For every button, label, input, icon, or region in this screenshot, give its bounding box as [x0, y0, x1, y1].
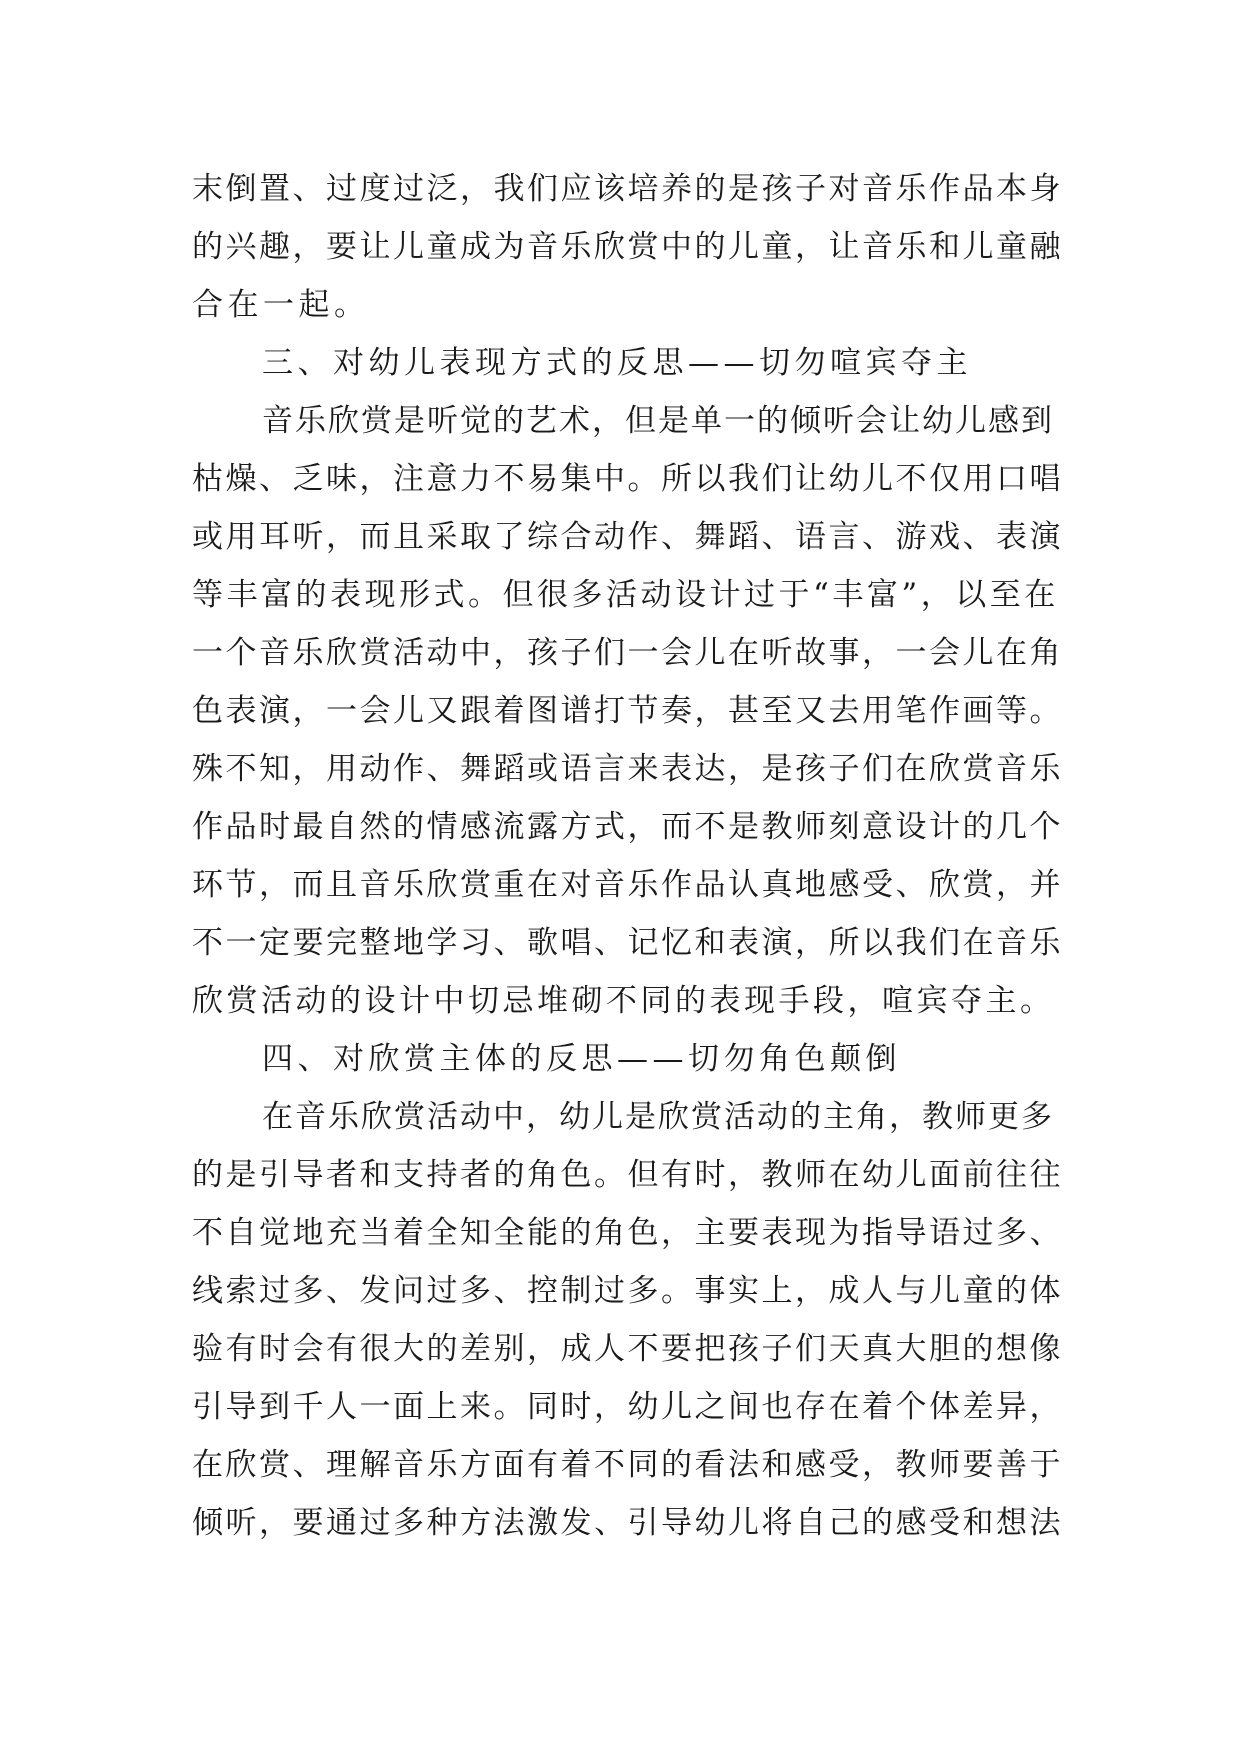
paragraph-start-line: 三、对幼儿表现方式的反思——切勿喧宾夺主	[262, 345, 972, 381]
text-line: 或用耳听，而且采取了综合动作、舞蹈、语言、游戏、表演	[192, 519, 1063, 555]
text-line: 不自觉地充当着全知全能的角色，主要表现为指导语过多、	[192, 1215, 1063, 1251]
text-line: 不一定要完整地学习、歌唱、记忆和表演，所以我们在音乐	[192, 925, 1063, 961]
text-line: 等丰富的表现形式。但很多活动设计过于“丰富”，以至在	[192, 577, 1059, 613]
text-line: 的兴趣，要让儿童成为音乐欣赏中的儿童，让音乐和儿童融	[192, 229, 1063, 265]
text-line: 线索过多、发问过多、控制过多。事实上，成人与儿童的体	[192, 1273, 1063, 1309]
text-line: 倾听，要通过多种方法激发、引导幼儿将自己的感受和想法	[192, 1505, 1063, 1541]
paragraph-start-line: 在音乐欣赏活动中，幼儿是欣赏活动的主角，教师更多	[262, 1099, 1054, 1135]
text-line: 殊不知，用动作、舞蹈或语言来表达，是孩子们在欣赏音乐	[192, 751, 1063, 787]
paragraph-start-line: 四、对欣赏主体的反思——切勿角色颠倒	[262, 1041, 901, 1077]
text-line: 枯燥、乏味，注意力不易集中。所以我们让幼儿不仅用口唱	[192, 461, 1063, 497]
text-line: 引导到千人一面上来。同时，幼儿之间也存在着个体差异，	[192, 1389, 1063, 1425]
text-line: 末倒置、过度过泛，我们应该培养的是孩子对音乐作品本身	[192, 171, 1063, 207]
text-line: 合在一起。	[192, 287, 370, 323]
text-line: 在欣赏、理解音乐方面有着不同的看法和感受，教师要善于	[192, 1447, 1063, 1483]
document-page	[192, 160, 1064, 1552]
text-line: 作品时最自然的情感流露方式，而不是教师刻意设计的几个	[192, 809, 1063, 845]
text-line: 色表演，一会儿又跟着图谱打节奏，甚至又去用笔作画等。	[192, 693, 1063, 729]
text-line: 欣赏活动的设计中切忌堆砌不同的表现手段，喧宾夺主。	[192, 983, 1055, 1019]
text-line: 一个音乐欣赏活动中，孩子们一会儿在听故事，一会儿在角	[192, 635, 1063, 671]
text-line: 环节，而且音乐欣赏重在对音乐作品认真地感受、欣赏，并	[192, 867, 1063, 903]
text-line: 验有时会有很大的差别，成人不要把孩子们天真大胆的想像	[192, 1331, 1063, 1367]
text-line: 的是引导者和支持者的角色。但有时，教师在幼儿面前往往	[192, 1157, 1063, 1193]
paragraph-start-line: 音乐欣赏是听觉的艺术，但是单一的倾听会让幼儿感到	[262, 403, 1054, 439]
